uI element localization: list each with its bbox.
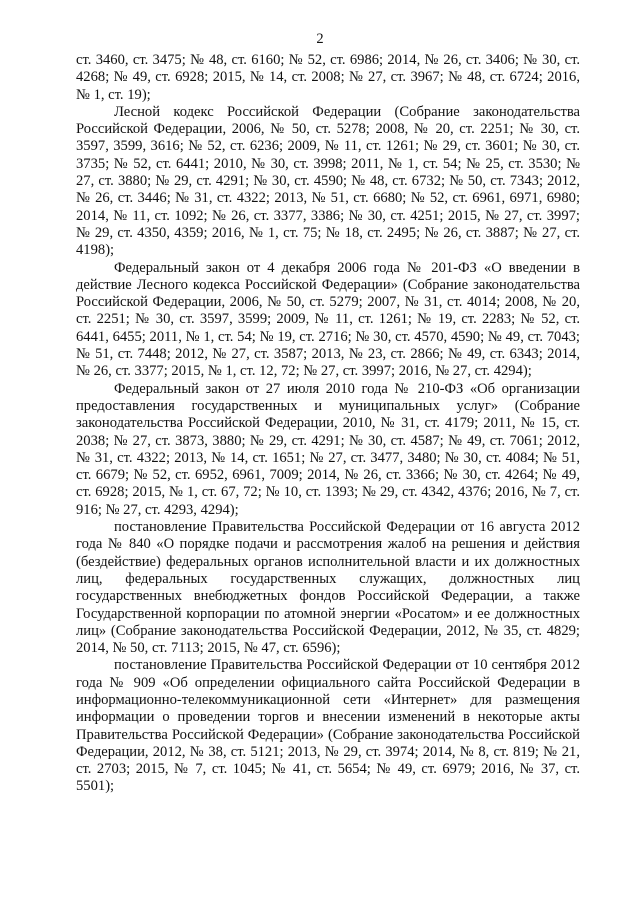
page-number: 2 bbox=[316, 31, 324, 47]
paragraph-forest-code: Лесной кодекс Российской Федерации (Собрание законодательства Российской Федерации, 2006, № 50, ст. 5278; 2008, № 20, ст. 2251; № 30, ст. 3597, 3599, 3616; № 52, ст. 6236; 2009, № 11, ст. 1261; № 29, ст. 3601; № 30, ст. 3735; № 52, ст. 6441; 2010, № 30, ст. 3998; 2011, № 1, ст. 54; № 25, ст. 3530; № 27, ст. 3880; № 29, ст. 4291; № 30, ст. 4590; № 48, ст. 6732; № 50, ст. 7343; 2012, № 26, ст. 3446; № 31, ст. 4322; 2013, № 51, ст. 6680; № 52, ст. 6961, 6971, 6980; 2014, № 11, ст. 1092; № 26, ст. 3377, 3386; № 30, ст. 4251; 2015, № 27, ст. 3997; № 29, ст. 4350, 4359; 2016, № 1, ст. 75; № 18, ст. 2495; № 26, ст. 3887; № 27, ст. 4198); bbox=[76, 103, 580, 259]
paragraph-continuation: ст. 3460, ст. 3475; № 48, ст. 6160; № 52, ст. 6986; 2014, № 26, ст. 3406; № 30, ст. 4268; № 49, ст. 6928; 2015, № 14, ст. 2008; № 27, ст. 3967; № 48, ст. 6724; 2016, № 1, ст. 19); bbox=[76, 52, 580, 103]
paragraph-law-201-fz: Федеральный закон от 4 декабря 2006 года № 201-ФЗ «О введении в действие Лесного кодекса Российской Федерации» (Собрание законодательства Российской Федерации, 2006, № 50, ст. 5279; 2007, № 31, ст. 4014; 2008, № 20, ст. 2251; № 30, ст. 3597, 3599; 2009, № 11, ст. 1261; № 19, ст. 2283; № 52, ст. 6441, 6455; 2011, № 1, ст. 54; № 19, ст. 2716; № 30, ст. 4570, 4590; № 49, ст. 7043; № 51, ст. 7448; 2012, № 27, ст. 3587; 2013, № 23, ст. 2866; № 49, ст. 6343; 2014, № 26, ст. 3377; 2015, № 1, ст. 12, 72; № 27, ст. 3997; 2016, № 27, ст. 4294); bbox=[76, 259, 580, 380]
document-body bbox=[76, 52, 580, 796]
paragraph-resolution-840: постановление Правительства Российской Федерации от 16 августа 2012 года № 840 «О порядке подачи и рассмотрения жалоб на решения и действия (бездействие) федеральных органов исполнительной власти и их должностных лиц, федеральных государственных служащих, должностных лиц государственных внебюджетных фондов Российской Федерации, а также Государственной корпорации по атомной энергии «Росатом» и ее должностных лиц» (Собрание законодательства Российской Федерации, 2012, № 35, ст. 4829; 2014, № 50, ст. 7113; 2015, № 47, ст. 6596); bbox=[76, 519, 580, 657]
paragraph-law-210-fz: Федеральный закон от 27 июля 2010 года № 210-ФЗ «Об организации предоставления государственных и муниципальных услуг» (Собрание законодательства Российской Федерации, 2010, № 31, ст. 4179; 2011, № 15, ст. 2038; № 27, ст. 3873, 3880; № 29, ст. 4291; № 30, ст. 4587; № 49, ст. 7061; 2012, № 31, ст. 4322; 2013, № 14, ст. 1651; № 27, ст. 3477, 3480; № 30, ст. 4084; № 51, ст. 6679; № 52, ст. 6952, 6961, 7009; 2014, № 26, ст. 3366; № 30, ст. 4264; № 49, ст. 6928; 2015, № 1, ст. 67, 72; № 10, ст. 1393; № 29, ст. 4342, 4376; 2016, № 7, ст. 916; № 27, ст. 4293, 4294); bbox=[76, 380, 580, 518]
paragraph-resolution-909: постановление Правительства Российской Федерации от 10 сентября 2012 года № 909 «Об определении официального сайта Российской Федерации в информационно-телекоммуникационной сети «Интернет» для размещения информации о проведении торгов и внесении изменений в некоторые акты Правительства Российской Федерации» (Собрание законодательства Российской Федерации, 2012, № 38, ст. 5121; 2013, № 29, ст. 3974; 2014, № 8, ст. 819; № 21, ст. 2703; 2015, № 7, ст. 1045; № 41, ст. 5654; № 49, ст. 6979; 2016, № 37, ст. 5501); bbox=[76, 657, 580, 795]
